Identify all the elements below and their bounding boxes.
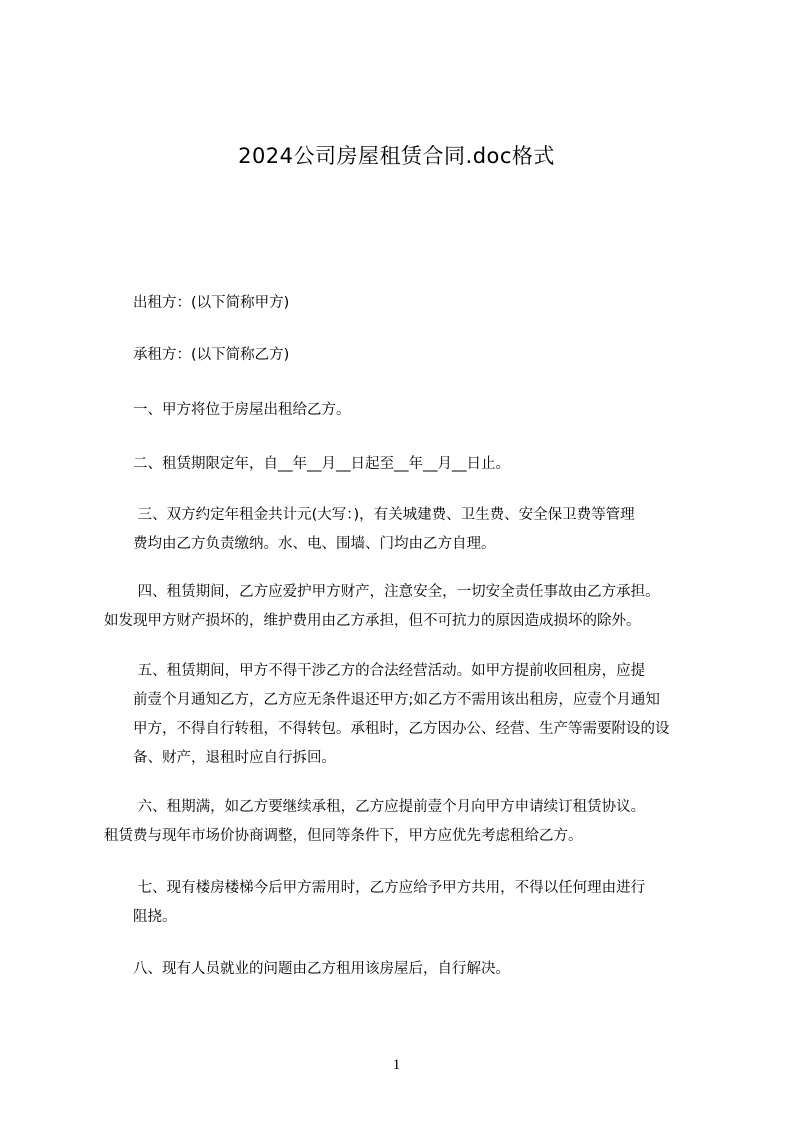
paragraph-line: 八、现有人员就业的问题由乙方租用该房屋后，自行解决。 (104, 961, 510, 977)
clause-2 (104, 450, 704, 479)
clause-5 (104, 657, 704, 773)
paragraph-line: 四、租赁期间，乙方应爱护甲方财产，注意安全，一切安全责任事故由乙方承担。 (104, 584, 660, 600)
paragraph-line: 费均由乙方负责缴纳。水、电、围墙、门均由乙方自理。 (104, 536, 496, 552)
paragraph-lessor (104, 289, 704, 318)
paragraph-lessee (104, 341, 704, 370)
paragraph-line: 承租方：(以下简称乙方) (104, 347, 290, 363)
paragraph-line: 前壹个月通知乙方，乙方应无条件退还甲方;如乙方不需用该出租房，应壹个月通知 (104, 692, 660, 708)
paragraph-line: 如发现甲方财产损坏的，维护费用由乙方承担，但不可抗力的原因造成损坏的除外。 (104, 613, 641, 629)
paragraph-line: 出租方：(以下简称甲方) (104, 295, 290, 311)
clause-3 (104, 501, 704, 559)
clause-6 (104, 793, 704, 851)
paragraph-line: 阻挠。 (104, 909, 177, 925)
paragraph-line: 三、双方约定年租金共计元(大写：)，有关城建费、卫生费、安全保卫费等管理 (104, 507, 635, 523)
clause-7 (104, 874, 704, 932)
paragraph-line: 七、现有楼房楼梯今后甲方需用时，乙方应给予甲方共用，不得以任何理由进行 (104, 880, 646, 896)
clause-1 (104, 396, 704, 425)
paragraph-line: 五、租赁期间，甲方不得干涉乙方的合法经营活动。如甲方提前收回租房，应提 (104, 663, 646, 679)
paragraph-line: 备、财产，退租时应自行拆回。 (104, 750, 336, 766)
clause-4 (104, 578, 704, 636)
page-number: 1 (392, 1057, 401, 1073)
paragraph-line: 租赁费与现年市场价协商调整，但同等条件下，甲方应优先考虑租给乙方。 (104, 828, 583, 844)
paragraph-line: 一、甲方将位于房屋出租给乙方。 (104, 402, 351, 418)
paragraph-line: 六、租期满，如乙方要继续承租，乙方应提前壹个月向甲方申请续订租赁协议。 (104, 799, 646, 815)
document-title: 2024公司房屋租赁合同.doc格式 (238, 144, 555, 168)
paragraph-line: 二、租赁期限定年，自__年__月__日起至__年__月__日止。 (104, 456, 510, 472)
clause-8 (104, 955, 704, 984)
paragraph-line: 甲方，不得自行转租，不得转包。承租时，乙方因办公、经营、生产等需要附设的设 (104, 721, 670, 737)
